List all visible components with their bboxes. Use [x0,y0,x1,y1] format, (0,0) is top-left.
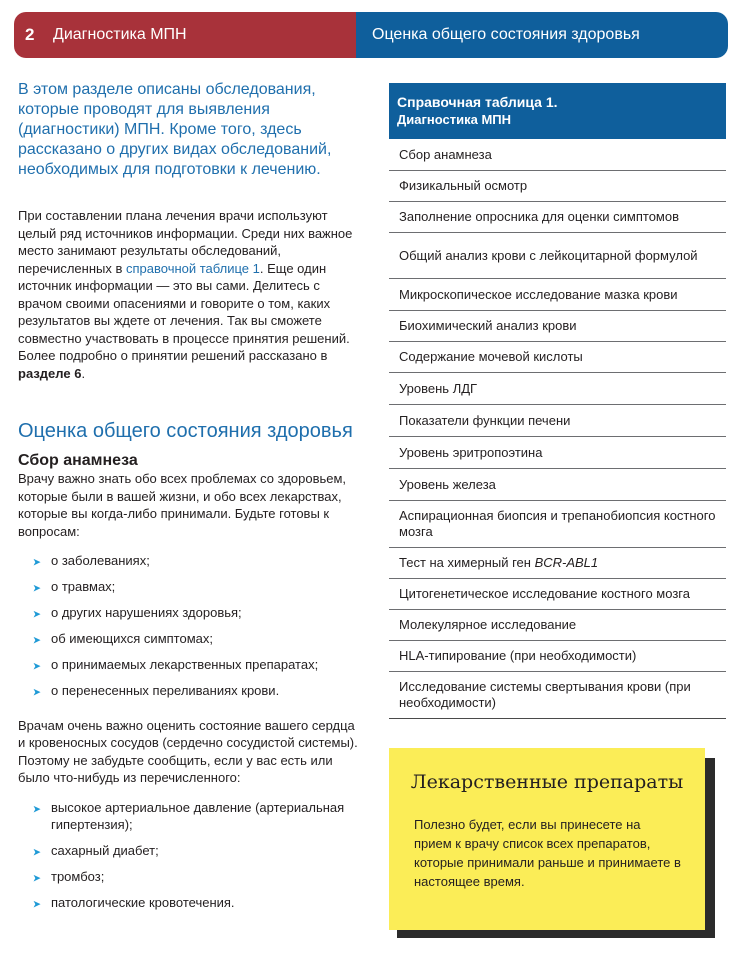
chevron-right-icon: ➤ [33,687,41,697]
table-row [389,232,726,278]
table-cell-text: HLA-типирование (при необходимости) [399,648,637,663]
list-item-text: высокое артериальное давление (артериальная гипертензия); [51,799,345,832]
gene-name: BCR-ABL1 [534,555,599,570]
table-row [389,341,726,372]
anamnesis-text: Врачу важно знать обо всех проблемах со здоровьем, которые были в вашей жизни, и обо всех лекарствах, которые вы когда-либо принимали. Будьте готовы к вопросам: [18,471,347,539]
chevron-right-icon: ➤ [33,557,41,567]
table-cell [399,586,690,602]
main-column [18,80,358,920]
list-item [18,799,358,834]
list-item [18,604,358,622]
list-item [18,656,358,674]
table-cell [399,679,716,711]
cardio-list [18,799,358,912]
chapter-banner [14,12,728,58]
chevron-right-icon: ➤ [33,635,41,645]
plan-text-2: . Еще один источник информации — это вы сами. Делитесь с врачом своими опасениями и говорите о том, каких результатов вы ждете от лечения. Так вы сможете совместно участвовать в процессе принятия решений. Более подробно о принятии решений рассказано в [18,260,350,363]
table-row [389,640,726,671]
table-cell [399,648,636,664]
table-row [389,436,726,468]
table-cell [399,445,542,461]
table-row [389,372,726,404]
chapter-tab [14,12,356,58]
table-cell [399,147,492,163]
table-cell-text: Биохимический анализ крови [399,318,577,333]
table-cell-text: Заполнение опросника для оценки симптомов [399,209,680,224]
table-row [389,547,726,578]
table-row [389,500,726,547]
table-cell [399,349,583,365]
table-cell [399,381,477,397]
table-row [389,578,726,609]
table-row [389,404,726,436]
table-row [389,170,726,201]
list-item [18,630,358,648]
table-cell [399,178,527,194]
chapter-title: Диагностика МПН [53,26,187,43]
note-title: Лекарственные препараты [410,771,684,793]
table-cell-text: Сбор анамнеза [399,146,492,162]
table-row [389,310,726,341]
reference-table [389,83,726,719]
cardio-text: Врачам очень важно оценить состояние вашего сердца и кровеносных сосудов (сердечно сосудистой системы). Поэтому не забудьте сообщить, если у вас есть или было что-нибудь из перечисленного: [18,717,358,785]
table-cell-text: Цитогенетическое исследование костного мозга [399,586,690,601]
list-item [18,842,358,860]
section-header: Оценка общего состояния здоровья [356,12,728,58]
ref-table-link[interactable]: справочной таблице 1 [125,260,260,276]
chevron-right-icon: ➤ [33,609,41,619]
list-item [18,682,358,700]
chapter-number: 2 [25,25,35,44]
questions-list [18,552,358,700]
list-item [18,552,358,570]
table-cell [399,477,496,493]
table-cell [399,617,576,633]
table-cell [399,209,679,225]
subsection-heading: Сбор анамнеза [18,452,138,469]
chevron-right-icon: ➤ [33,661,41,671]
table-cell-text: Микроскопическое исследование мазка крови [399,286,678,302]
chevron-right-icon: ➤ [33,847,41,857]
table-cell-text: Тест на химерный ген [399,555,535,570]
list-item-text: тромбоз; [51,869,105,884]
table-cell-text: Уровень эритропоэтина [399,444,543,460]
table-cell [399,287,678,303]
table-row [389,139,726,170]
chevron-right-icon: ➤ [33,583,41,593]
reference-table-subtitle: Диагностика МПН [397,112,512,127]
list-item [18,894,358,912]
list-item-text: о других нарушениях здоровья; [51,605,242,620]
list-item-text: о травмах; [51,579,116,594]
table-cell-text: Уровень железа [399,476,496,492]
reference-table-header [389,83,726,139]
list-item-text: о заболеваниях; [51,553,150,568]
list-item-text: о принимаемых лекарственных препаратах; [51,657,319,672]
list-item [18,868,358,886]
chevron-right-icon: ➤ [33,803,41,814]
table-cell-text: Исследование системы свертывания крови (при необходимости) [399,679,691,710]
list-item-text: о перенесенных переливаниях крови. [51,683,280,698]
table-cell-text: Показатели функции печени [399,412,571,428]
table-cell-text: Физикальный осмотр [399,178,528,193]
list-item [18,578,358,596]
list-item-text: об имеющихся симптомах; [51,631,213,646]
section-heading: Оценка общего состояния здоровья [18,420,353,442]
table-row [389,201,726,232]
section6-ref: разделе 6 [18,365,82,381]
table-cell-text: Общий анализ крови с лейкоцитарной формулой [399,247,698,263]
chevron-right-icon: ➤ [33,899,41,909]
list-item-text: сахарный диабет; [51,843,159,858]
table-cell-text: Аспирационная биопсия и трепанобиопсия костного мозга [399,508,716,539]
table-row [389,671,726,718]
table-cell [399,248,698,264]
plan-text-1: При составлении плана лечения врачи используют целый ряд источников информации. Среди них важное место занимают результаты обследований, перечисленных в [18,208,353,276]
table-cell [399,508,716,540]
table-cell-text: Уровень ЛДГ [399,380,478,396]
table-cell [399,555,598,571]
note-box [389,748,705,930]
table-row [389,278,726,310]
plan-paragraph [18,207,358,382]
table-cell [399,413,570,429]
chevron-right-icon: ➤ [33,873,41,883]
table-row [389,468,726,500]
table-row [389,609,726,640]
reference-table-body [389,139,726,718]
table-cell-text: Молекулярное исследование [399,617,577,632]
plan-text-3: . [81,365,86,381]
table-cell [399,318,577,334]
intro-text: В этом разделе описаны обследования, которые проводят для выявления (диагностики) МПН. Кроме того, здесь рассказано о других видах обследований, необходимых для подготовки к лечению. [18,81,332,178]
reference-table-title: Справочная таблица 1. [397,94,558,110]
list-item-text: патологические кровотечения. [51,895,235,910]
note-text: Полезно будет, если вы принесете на прием к врачу список всех препаратов, которые принимали раньше и принимаете в настоящее время. [414,817,681,889]
table-cell-text: Содержание мочевой кислоты [399,349,583,364]
